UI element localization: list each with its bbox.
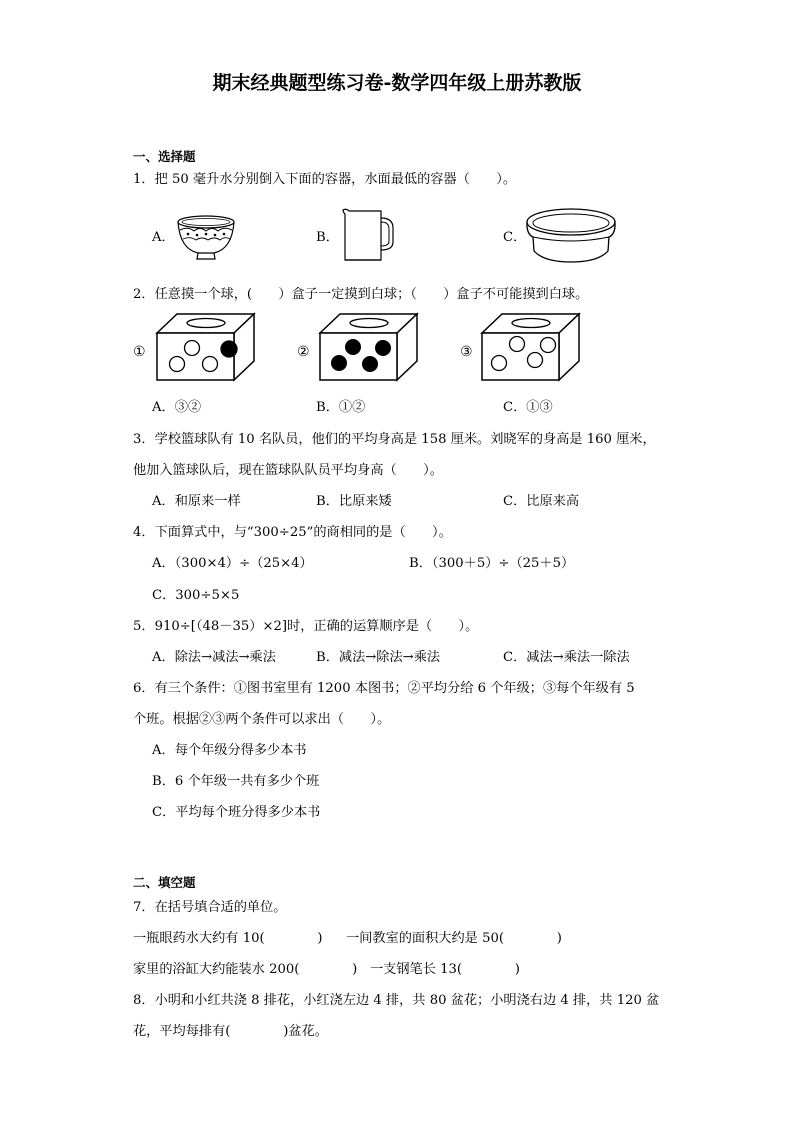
q3-option-b[interactable]: B．比原来矮 bbox=[316, 494, 392, 509]
q7-blank-classroom-area[interactable]: 一间教室的面积大约是 50( ) bbox=[346, 931, 562, 946]
q2-option-b[interactable]: B．①② bbox=[316, 400, 366, 415]
box-2-label: ② bbox=[297, 344, 310, 360]
question-3-line-1: 3．学校篮球队有 10 名队员，他们的平均身高是 158 厘米。刘晓军的身高是 160 厘米， bbox=[133, 432, 656, 447]
page-title: 期末经典题型练习卷-数学四年级上册苏教版 bbox=[212, 72, 582, 94]
question-7-stem: 7．在括号填合适的单位。 bbox=[133, 900, 287, 915]
q1-option-a[interactable]: A． bbox=[152, 230, 175, 245]
section-heading-fill: 二、填空题 bbox=[133, 875, 196, 890]
q2-option-a[interactable]: A．③② bbox=[152, 400, 202, 415]
q5-option-a[interactable]: A．除法→减法→乘法 bbox=[152, 650, 276, 665]
q4-option-a[interactable]: A．（300×4）÷（25×4） bbox=[152, 556, 313, 571]
question-8-line-1: 8．小明和小红共浇 8 排花，小红浇左边 4 排，共 80 盆花；小明浇右边 4 排，共 120 盆 bbox=[133, 993, 660, 1008]
question-6-line-2: 个班。根据②③两个条件可以求出（ ）。 bbox=[133, 712, 391, 727]
bowl-image bbox=[174, 213, 238, 263]
q6-option-c[interactable]: C．平均每个班分得多少本书 bbox=[152, 805, 321, 820]
box-1-image bbox=[155, 312, 257, 384]
q4-option-c[interactable]: C．300÷5×5 bbox=[152, 588, 240, 603]
box-1-label: ① bbox=[133, 344, 146, 360]
q3-option-c[interactable]: C．比原来高 bbox=[503, 494, 580, 509]
box-3-label: ③ bbox=[460, 344, 473, 360]
q6-option-a[interactable]: A．每个年级分得多少本书 bbox=[152, 743, 307, 758]
q5-option-c[interactable]: C．减法→乘法一除法 bbox=[503, 650, 630, 665]
basin-image bbox=[524, 205, 618, 267]
q7-blank-eye-drops[interactable]: 一瓶眼药水大约有 10( ) bbox=[133, 931, 323, 946]
section-heading-choice: 一、选择题 bbox=[133, 149, 196, 164]
q1-option-c[interactable]: C． bbox=[503, 230, 527, 245]
question-1-stem: 1．把 50 毫升水分别倒入下面的容器，水面最低的容器（ ）。 bbox=[133, 172, 517, 187]
question-2-stem: 2．任意摸一个球，( ）盒子一定摸到白球；（ ）盒子不可能摸到白球。 bbox=[133, 287, 589, 302]
q5-option-b[interactable]: B．减法→除法→乘法 bbox=[316, 650, 441, 665]
q7-blank-pen-length[interactable]: 一支钢笔长 13( ) bbox=[370, 962, 520, 977]
question-5-stem: 5．910÷[（48－35）×2]时，正确的运算顺序是（ ）。 bbox=[133, 619, 479, 634]
q7-blank-bathtub[interactable]: 家里的浴缸大约能装水 200( ) bbox=[133, 962, 358, 977]
question-8-line-2: 花，平均每排有( )盆花。 bbox=[133, 1024, 328, 1039]
q6-option-b[interactable]: B．6 个年级一共有多少个班 bbox=[152, 774, 320, 789]
q3-option-a[interactable]: A．和原来一样 bbox=[152, 494, 241, 509]
q2-option-c[interactable]: C．①③ bbox=[503, 400, 553, 415]
question-6-line-1: 6．有三个条件：①图书室里有 1200 本图书；②平均分给 6 个年级；③每个年级有 5 bbox=[133, 681, 635, 696]
box-3-image bbox=[480, 312, 582, 384]
box-2-image bbox=[318, 312, 420, 384]
q4-option-b[interactable]: B．（300＋5）÷（25＋5） bbox=[409, 556, 575, 571]
question-4-stem: 4．下面算式中，与“300÷25”的商相同的是（ ）。 bbox=[133, 525, 452, 540]
measuring-cup-image bbox=[337, 206, 401, 264]
question-3-line-2: 他加入篮球队后，现在篮球队队员平均身高（ ）。 bbox=[133, 463, 443, 478]
q1-option-b[interactable]: B． bbox=[316, 230, 339, 245]
